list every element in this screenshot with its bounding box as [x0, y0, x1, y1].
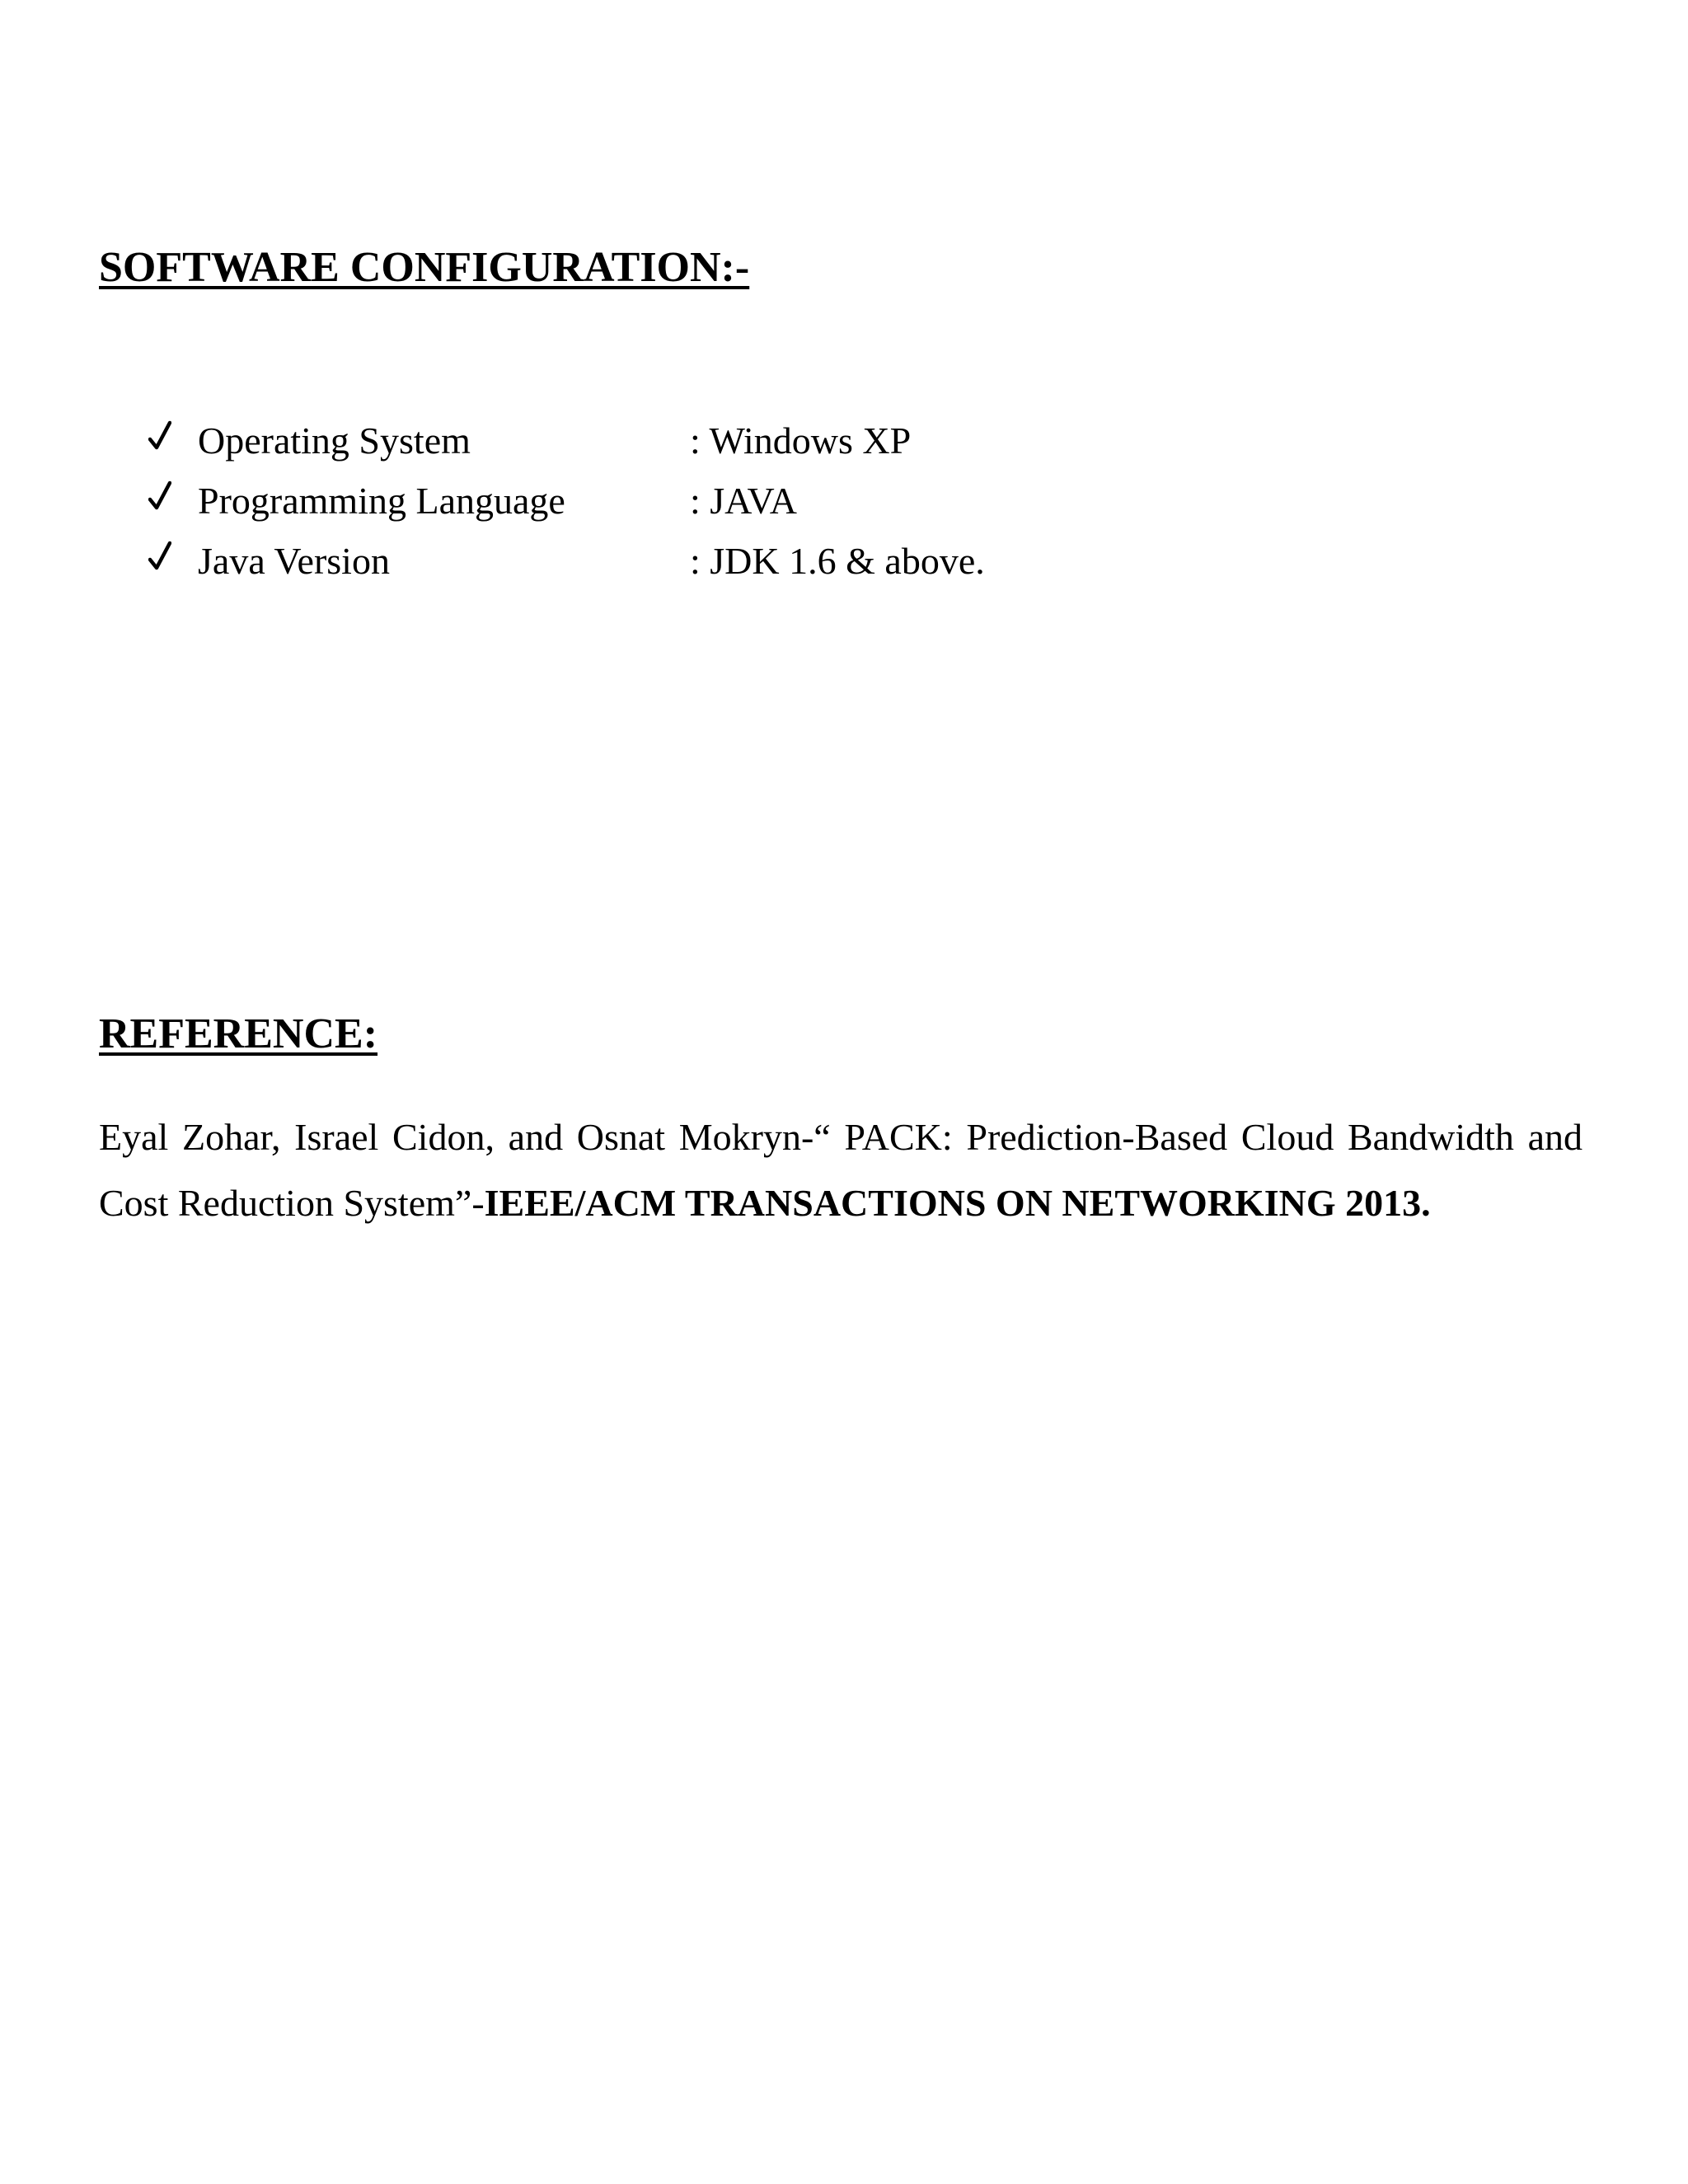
citation-text: Eyal Zohar, Israel Cidon, and Osnat Mokryn-“ PACK: Prediction-Based Cloud Bandwidth and Cost Reduction System”- [99, 1116, 1582, 1224]
reference-heading: REFERENCE: [99, 1010, 378, 1057]
spec-value: : JAVA [690, 480, 797, 522]
checkmark-icon [148, 480, 171, 513]
software-configuration-heading: SOFTWARE CONFIGURATION:- [99, 244, 750, 291]
citation-venue: IEEE/ACM TRANSACTIONS ON NETWORKING 2013. [484, 1182, 1431, 1224]
checkmark-icon [148, 419, 171, 452]
spec-value: : JDK 1.6 & above. [690, 540, 985, 582]
checkmark-icon [148, 540, 171, 573]
spec-value: : Windows XP [690, 419, 912, 462]
spec-label: Java Version [198, 540, 390, 582]
spec-label: Operating System [198, 419, 471, 462]
spec-label: Programming Language [198, 480, 565, 522]
reference-citation [99, 1104, 1582, 1236]
